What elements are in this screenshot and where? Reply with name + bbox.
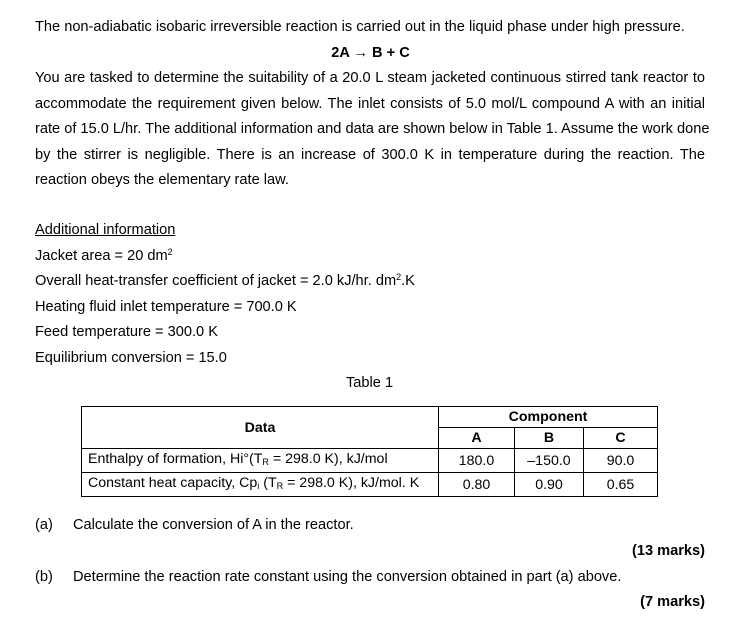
question-a-text: Calculate the conversion of A in the reactor. bbox=[73, 517, 354, 533]
data-table bbox=[81, 406, 658, 497]
question-b-label: (b) bbox=[35, 569, 53, 585]
superscript: 2 bbox=[167, 247, 173, 257]
value-a: 0.80 bbox=[439, 473, 515, 497]
htc-text: Overall heat-transfer coefficient of jacket = 2.0 kJ/hr. dm bbox=[35, 273, 397, 289]
value-b: 0.90 bbox=[515, 473, 584, 497]
additional-info-heading bbox=[35, 222, 175, 238]
component-c: C bbox=[584, 428, 658, 449]
jacket-area bbox=[35, 248, 173, 264]
table-row bbox=[82, 449, 658, 473]
value-c: 0.65 bbox=[584, 473, 658, 497]
paragraph-line: rate of 15.0 L/hr. The additional information and data are shown below in Table 1. Assume the work done bbox=[35, 121, 710, 137]
heat-transfer-coefficient bbox=[35, 273, 415, 289]
heating-fluid-temp: Heating fluid inlet temperature = 700.0 K bbox=[35, 299, 297, 315]
superscript: 2 bbox=[396, 272, 402, 282]
value-a: 180.0 bbox=[439, 449, 515, 473]
equilibrium-conversion: Equilibrium conversion = 15.0 bbox=[35, 350, 227, 366]
subscript: i bbox=[257, 481, 260, 491]
component-header: Component bbox=[439, 407, 658, 428]
component-a: A bbox=[439, 428, 515, 449]
label-text: = 298.0 K), kJ/mol bbox=[268, 451, 388, 467]
paragraph-line: You are tasked to determine the suitability of a 20.0 L steam jacketed continuous stirred tank reactor to bbox=[35, 70, 705, 86]
question-a-marks: (13 marks) bbox=[631, 543, 705, 559]
component-b: B bbox=[515, 428, 584, 449]
intro-text: The non-adiabatic isobaric irreversible reaction is carried out in the liquid phase under high pressure. bbox=[35, 19, 685, 35]
label-text: Enthalpy of formation, Hi°(T bbox=[88, 451, 263, 467]
row-label bbox=[82, 449, 439, 473]
value-b: –150.0 bbox=[515, 449, 584, 473]
reaction-equation: 2A → B + C bbox=[331, 45, 410, 61]
question-b-marks: (7 marks) bbox=[640, 594, 705, 610]
htc-unit: .K bbox=[401, 273, 415, 289]
paragraph-line: reaction obeys the elementary rate law. bbox=[35, 172, 289, 188]
feed-temp: Feed temperature = 300.0 K bbox=[35, 324, 218, 340]
paragraph-line: by the stirrer is negligible. There is an increase of 300.0 K in temperature during the reaction. The bbox=[35, 147, 705, 163]
data-header: Data bbox=[82, 407, 439, 449]
question-a-label: (a) bbox=[35, 517, 53, 533]
label-text: (T bbox=[259, 475, 277, 491]
row-label bbox=[82, 473, 439, 497]
label-text: Constant heat capacity, Cp bbox=[88, 475, 258, 491]
paragraph-line: accommodate the requirement given below. The inlet consists of 5.0 mol/L compound A with an initial bbox=[35, 96, 705, 112]
table-caption: Table 1 bbox=[346, 375, 394, 391]
label-text: = 298.0 K), kJ/mol. K bbox=[283, 475, 420, 491]
value-c: 90.0 bbox=[584, 449, 658, 473]
subscript: R bbox=[276, 481, 284, 491]
table-row bbox=[82, 473, 658, 497]
heading-text: Additional information bbox=[35, 222, 176, 238]
jacket-area-text: Jacket area = 20 dm bbox=[35, 248, 168, 264]
subscript: R bbox=[262, 457, 269, 467]
question-b-text: Determine the reaction rate constant using the conversion obtained in part (a) above. bbox=[73, 569, 622, 585]
